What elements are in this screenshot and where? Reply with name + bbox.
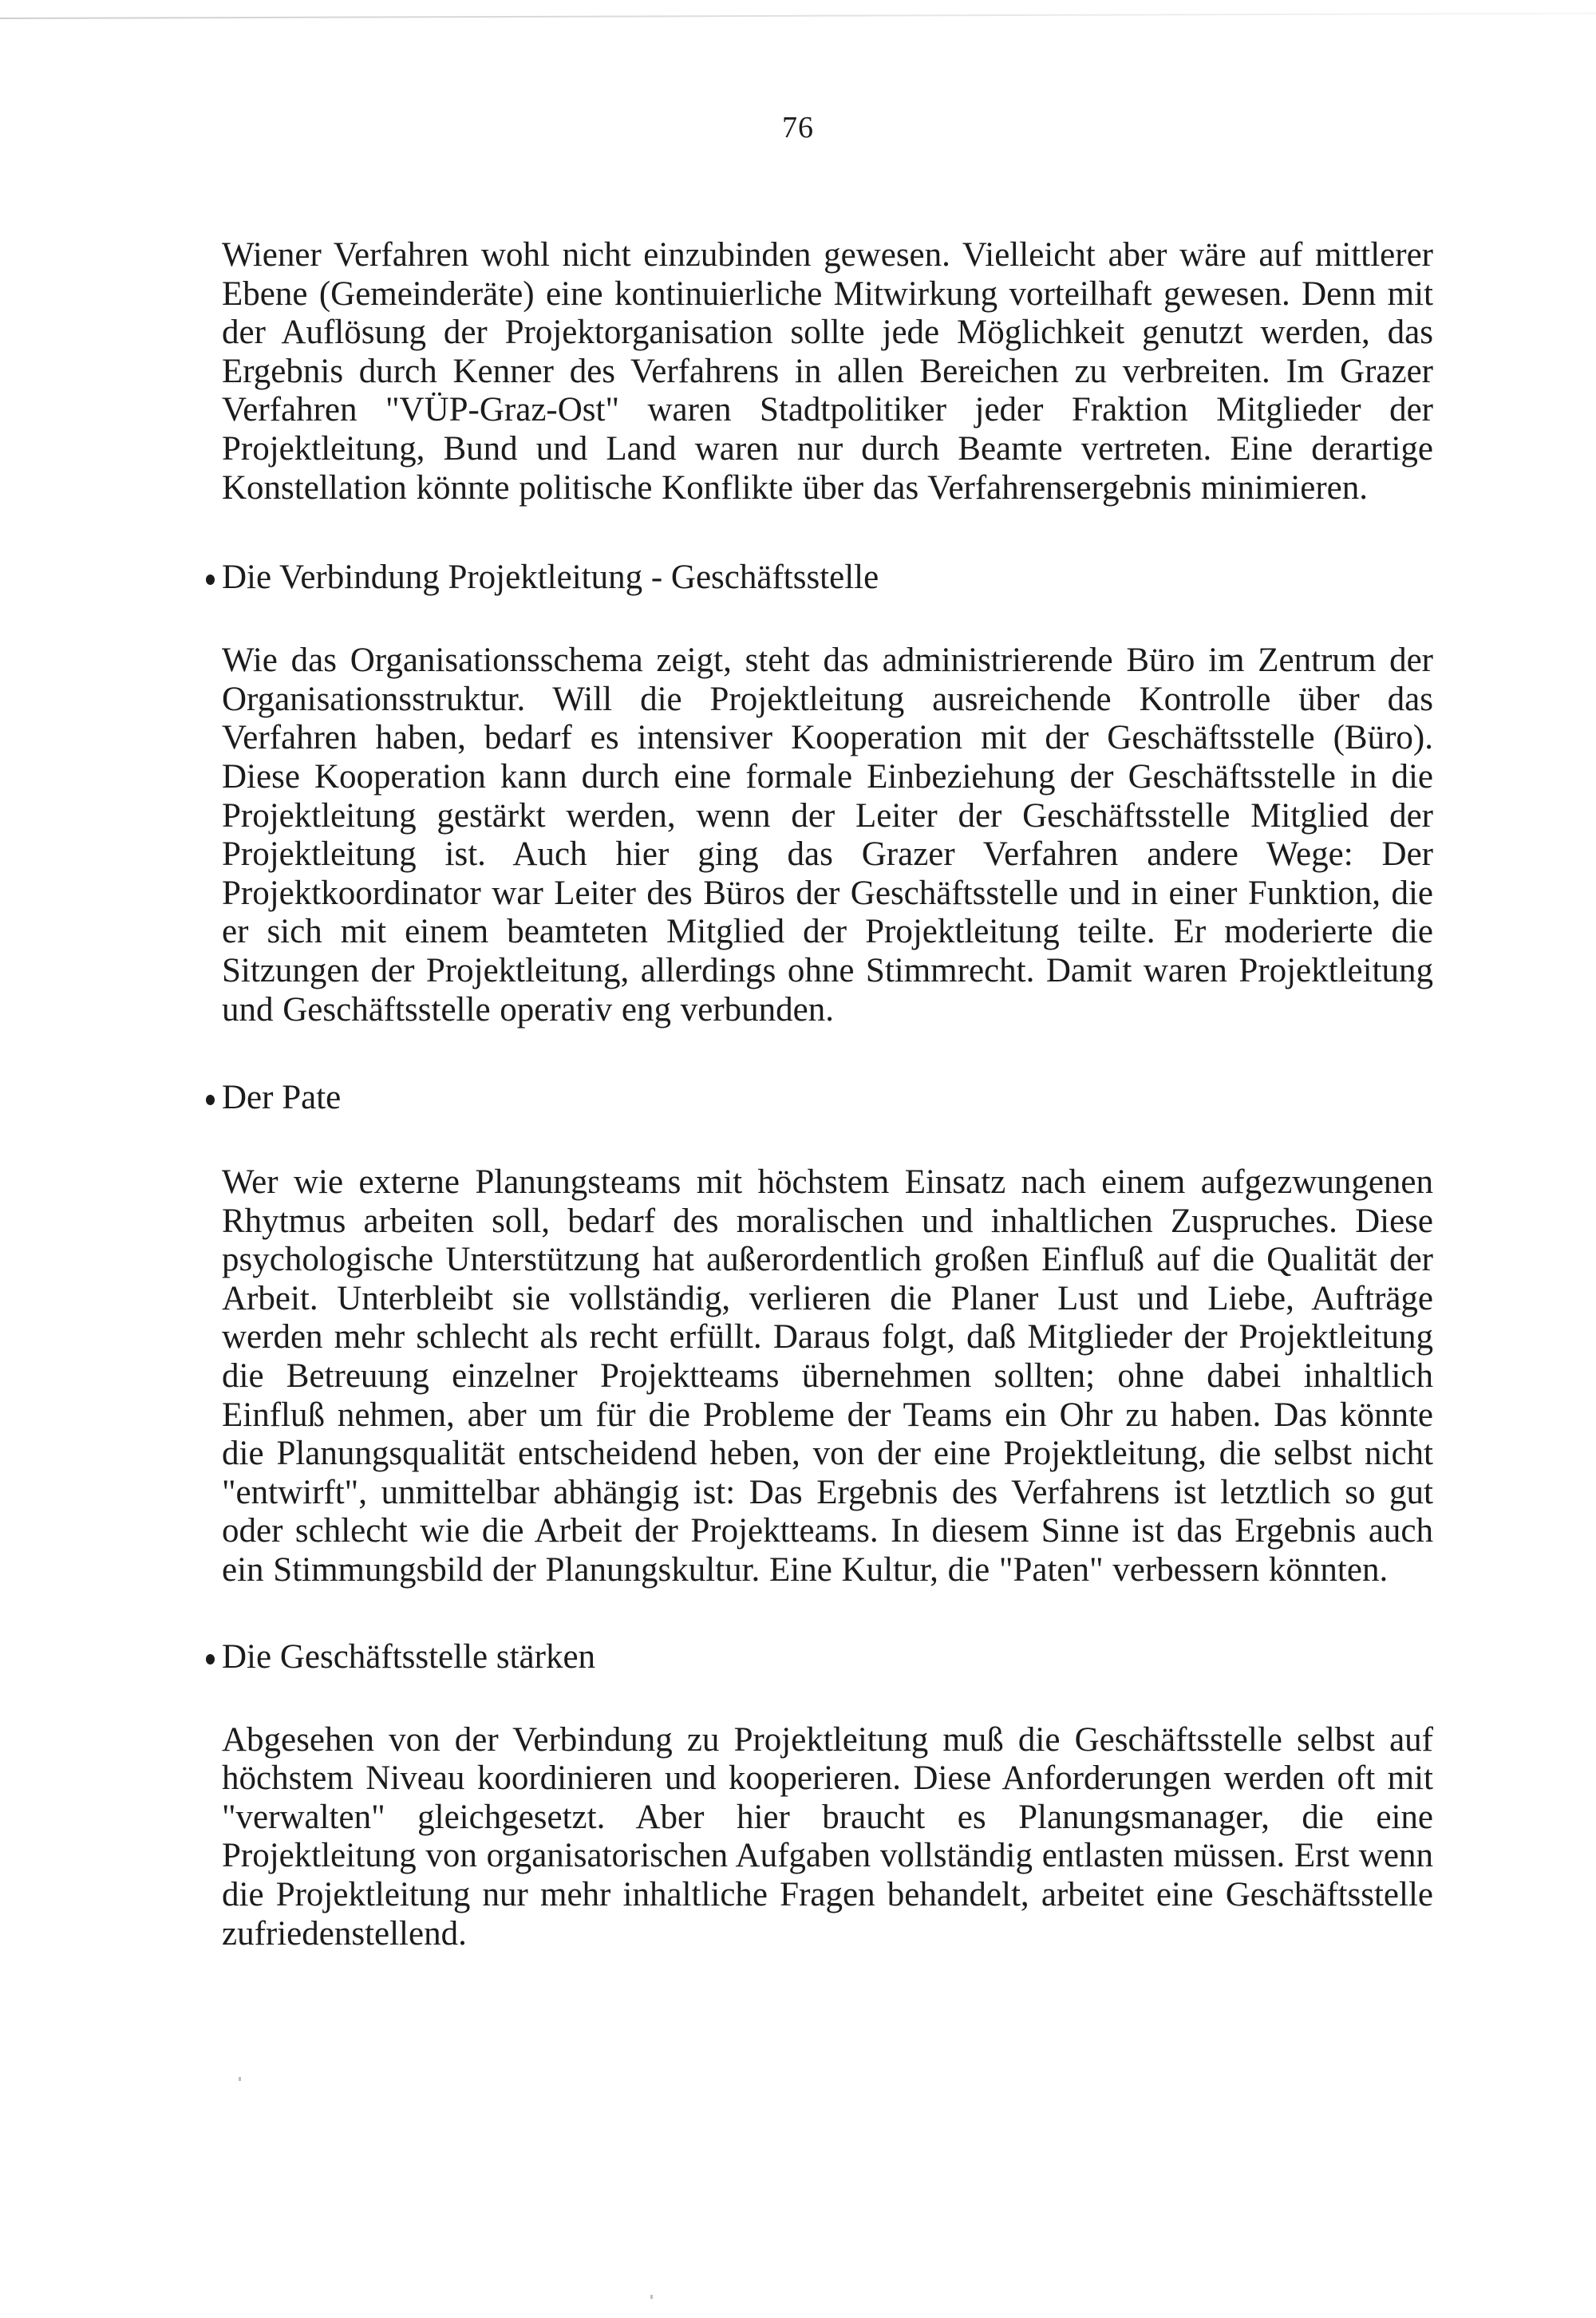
section-heading-text: Der Pate [222,1079,342,1117]
bullet-icon [206,1095,215,1105]
section-heading-text: Die Verbindung Projektleitung - Geschäftsstelle [222,559,879,597]
section-paragraph: Abgesehen von der Verbindung zu Projektleitung muß die Geschäftsstelle selbst auf höchstem Niveau koordinieren und kooperieren. Diese Anforderungen werden oft mit "verwalten" gleichgesetzt. Aber hier braucht es Planungsmanager, die eine Projektleitung von organisatorischen Aufgaben vollständig entlasten müssen. Erst wenn die Projektleitung nur mehr inhaltliche Fragen behandelt, arbeitet eine Geschäftsstelle zufriedenstellend. [222,1720,1433,1953]
section-heading [222,1638,1433,1676]
scan-speck [650,2295,653,2299]
page-number: 76 [782,111,814,144]
scan-speck [239,2077,241,2081]
scan-edge-line [0,13,1596,19]
section-heading [222,1079,1433,1117]
section-heading [222,559,1433,597]
section-paragraph: Wie das Organisationsschema zeigt, steht das administrierende Büro im Zentrum der Organisationsstruktur. Will die Projektleitung ausreichende Kontrolle über das Verfahren haben, bedarf es intensiver Kooperation mit der Geschäftsstelle (Büro). Diese Kooperation kann durch eine formale Einbeziehung der Geschäftsstelle in die Projektleitung gestärkt werden, wenn der Leiter der Geschäftsstelle Mitglied der Projektleitung ist. Auch hier ging das Grazer Verfahren andere Wege: Der Projektkoordinator war Leiter des Büros der Geschäftsstelle und in einer Funktion, die er sich mit einem beamteten Mitglied der Projektleitung teilte. Er moderierte die Sitzungen der Projektleitung, allerdings ohne Stimmrecht. Damit waren Projektleitung und Geschäftsstelle operativ eng verbunden. [222,642,1433,1029]
section-heading-text: Die Geschäftsstelle stärken [222,1637,596,1676]
section-paragraph: Wer wie externe Planungsteams mit höchstem Einsatz nach einem aufgezwungenen Rhytmus arbeiten soll, bedarf des moralischen und inhaltlichen Zuspruches. Diese psychologische Unterstützung hat außerordentlich großen Einfluß auf die Qualität der Arbeit. Unterbleibt sie vollständig, verlieren die Planer Lust und Liebe, Aufträge werden mehr schlecht als recht erfüllt. Daraus folgt, daß Mitglieder der Projektleitung die Betreuung einzelner Projektteams übernehmen sollten; ohne dabei inhaltlich Einfluß nehmen, aber um für die Probleme der Teams ein Ohr zu haben. Das könnte die Planungsqualität entscheidend heben, von der eine Projektleitung, die selbst nicht "entwirft", unmittelbar abhängig ist: Das Ergebnis des Verfahrens ist letztlich so gut oder schlecht wie die Arbeit der Projektteams. In diesem Sinne ist das Ergebnis auch ein Stimmungsbild der Planungskultur. Eine Kultur, die "Paten" verbessern könnten. [222,1163,1433,1589]
bullet-icon [206,575,215,585]
page-body [222,236,1433,1953]
bullet-icon [206,1654,215,1664]
section-pate [222,1079,1433,1590]
intro-paragraph: Wiener Verfahren wohl nicht einzubinden gewesen. Vielleicht aber wäre auf mittlerer Ebene (Gemeinderäte) eine kontinuierliche Mitwirkung vorteilhaft gewesen. Denn mit der Auflösung der Projektorganisation sollte jede Möglichkeit genutzt werden, das Ergebnis durch Kenner des Verfahrens in allen Bereichen zu verbreiten. Im Grazer Verfahren "VÜP-Graz-Ost" waren Stadtpolitiker jeder Fraktion Mitglieder der Projektleitung, Bund und Land waren nur durch Beamte vertreten. Eine derartige Konstellation könnte politische Konflikte über das Verfahrensergebnis minimieren. [222,236,1433,507]
section-verbindung [222,559,1433,1029]
section-geschaeftsstelle [222,1638,1433,1954]
